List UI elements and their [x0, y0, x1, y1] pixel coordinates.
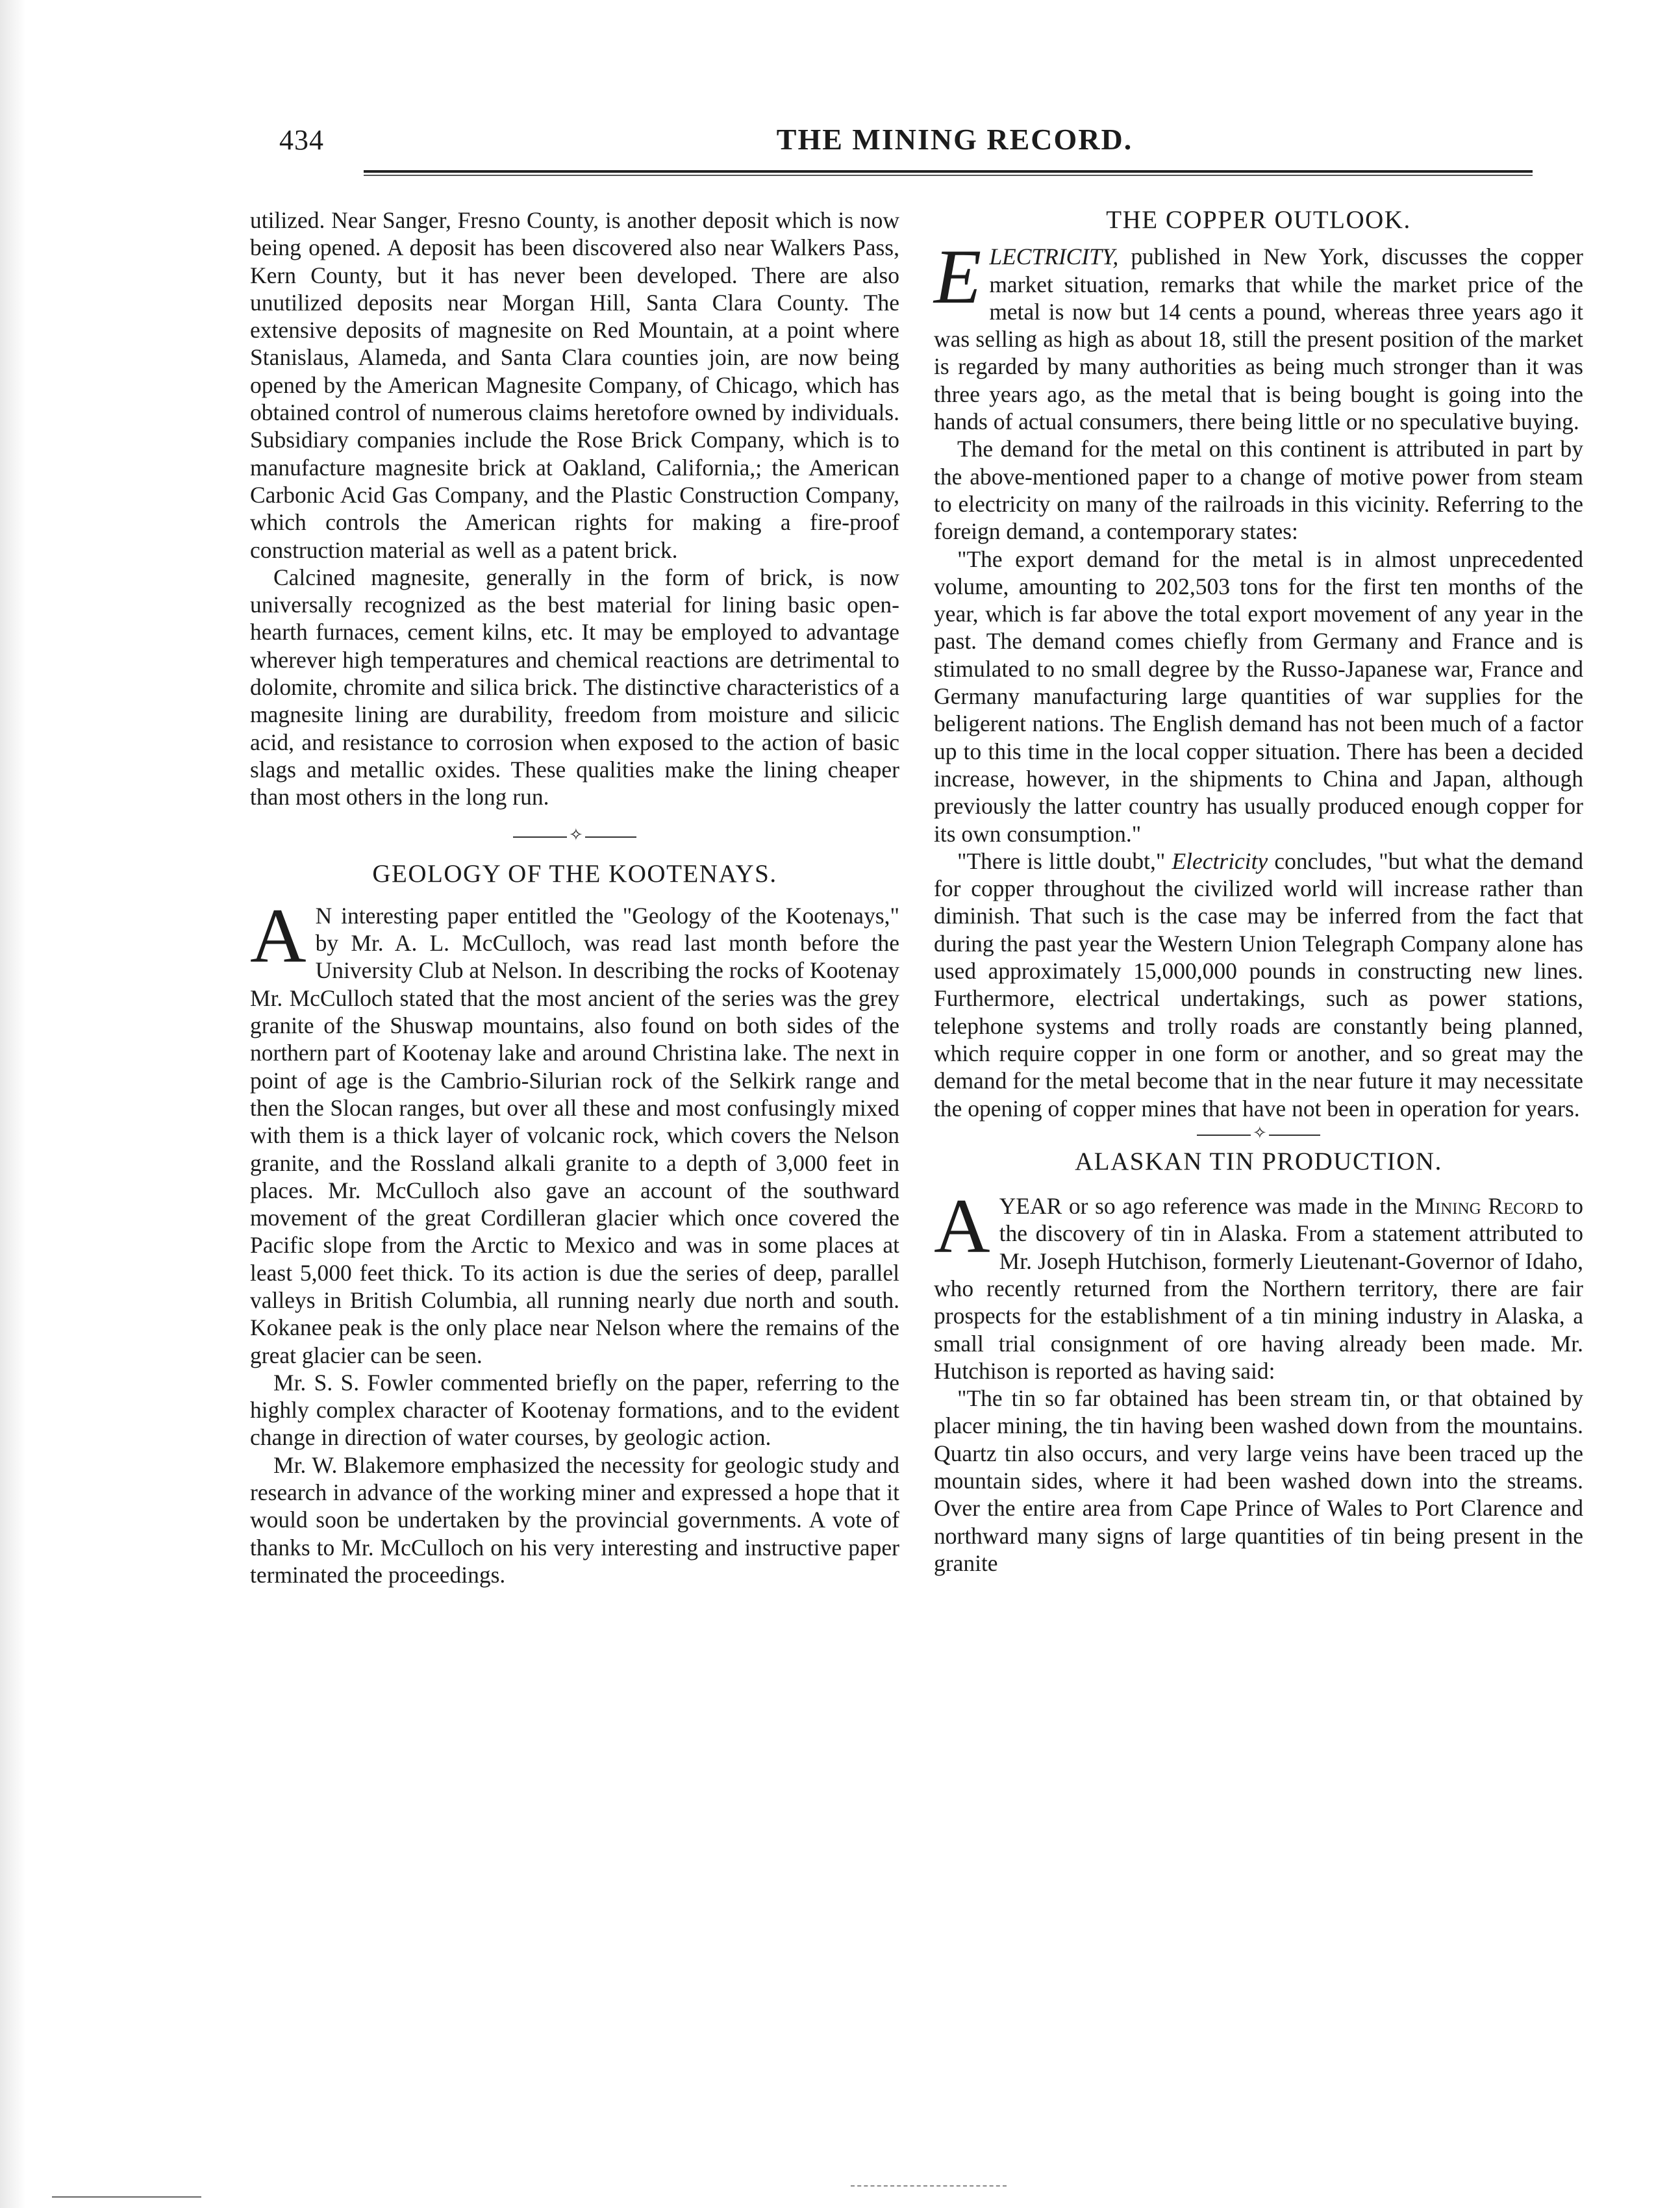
copper-lead-italic: LECTRICITY, [989, 244, 1119, 270]
section-divider-right [1197, 1123, 1320, 1142]
page-binding-edge [0, 0, 26, 2208]
copper-paragraph-1-text: published in New York, discusses the copper market situation, remarks that while the market price of the metal is now but 14 cents a pound, whereas three years ago it was selling as high as about 18, still the present position of the market is regarded by many authorities as being much stronger than it was three years ago, as the metal that is being bought is going into the hands of actual consumers, there being little or no speculative buying. [934, 244, 1583, 435]
geology-paragraph-1 [250, 892, 899, 1369]
mining-record-smallcaps: Mining Record [1414, 1193, 1559, 1220]
divider-ornament-icon-right: ✧ [1251, 1125, 1269, 1142]
copper-paragraph-1 [934, 233, 1583, 435]
alaskan-paragraph-2: "The tin so far obtained has been stream tin, or that obtained by placer mining, the tin having been washed down from the mountains. Quartz tin also occurs, and very large veins have been traced up the mountain sides, where it had been washed down into the streams. Over the entire area from Cape Prince of Wales to Port Clarence and northward many signs of large quantities of tin being present in the granite [934, 1385, 1583, 1576]
copper-paragraph-4 [934, 847, 1583, 1122]
alaskan-paragraph-1 [934, 1183, 1583, 1385]
geology-paragraph-3: Mr. W. Blakemore emphasized the necessity for geologic study and research in advance of the working miner and expressed a hope that it would soon be undertaken by the provincial governments. A vote of thanks to Mr. McCulloch on his very interesting and instructive paper terminated the proceedings. [250, 1451, 899, 1588]
copper-paragraph-3: "The export demand for the metal is in almost unprecedented volume, amounting to 202,503 tons for the first ten months of the year, which is far above the total export movement of any year in the past. The demand comes chiefly from Germany and France and is stimulated to no small degree by the Russo-Japanese war, France and Germany manufacturing large quantities of war supplies for the beligerent nations. The English demand has not been much of a factor up to this time in the local copper situation. There has been a decided increase, however, in the shipments to China and Japan, although previously the latter country has usually produced enough copper for its own consumption." [934, 546, 1583, 847]
magnesite-continuation-paragraph: utilized. Near Sanger, Fresno County, is another deposit which is now being opened. A deposit has been discovered also near Walkers Pass, Kern County, but it has never been developed. There are also unutilized deposits near Morgan Hill, Santa Clara County. The extensive deposits of magnesite on Red Mountain, at a point where Stanislaus, Alameda, and Santa Clara counties join, are now being opened by the American Magnesite Company, of Chicago, which has obtained control of numerous claims heretofore owned by individuals. Subsidiary companies include the Rose Brick Company, which is to manufacture magnesite brick at Oakland, California,; the American Carbonic Acid Gas Company, and the Plastic Construction Company, which controls the American rights for making a fire-proof construction material as well as a patent brick. [250, 207, 899, 563]
journal-title: THE MINING RECORD. [776, 123, 1133, 156]
divider-ornament-icon: ✧ [567, 827, 585, 844]
copper-paragraph-4-text: concludes, "but what the demand for copper throughout the civilized world will increase rather than diminish. That such is the case may be inferred from the fact that during the past year the Western Union Telegraph Company alone has used approximately 15,000,000 pounds in constructing new lines. Furthermore, electrical undertakings, such as power stations, telephone systems and trolly roads are constantly being planned, which require copper in one form or another, and so great may the demand for the metal become that in the near future it may necessitate the opening of copper mines that have not been in operation for years. [934, 847, 1583, 1122]
geology-dropcap: A [250, 892, 307, 979]
geology-paragraph-2: Mr. S. S. Fowler commented briefly on the paper, referring to the highly complex character of Kootenay formations, and to the evident change in direction of water courses, by geologic action. [250, 1369, 899, 1451]
bottom-left-rule [52, 2196, 201, 2198]
geology-article [250, 860, 899, 1589]
alaskan-paragraph-1-lead: YEAR or so ago reference was made in the [999, 1193, 1415, 1220]
copper-paragraph-4-lead: "There is little doubt," [957, 847, 1172, 874]
geology-paragraph-1-text: N interesting paper entitled the "Geology of the Kootenays," by Mr. A. L. McCulloch, was read last month before the University Club at Nelson. In describing the rocks of Kootenay Mr. McCulloch stated that the most ancient of the series was the grey granite of the Shuswap mountains, also found on both sides of the northern part of Kootenay lake and around Christina lake. The next in point of age is the Cambrio-Silurian rock of the Selkirk range and then the Slocan ranges, but over all these and most confusingly mixed with them is a thick layer of volcanic rock, which covers the Nelson granite, and the Rossland alkali granite to a depth of 3,000 feet in places. Mr. McCulloch also gave an account of the southward movement of the great Cordilleran glacier which once covered the Pacific slope from the Arctic to Mexico and was in some places at least 5,000 feet thick. To its action is due the series of deep, parallel valleys in British Columbia, all running nearly due north and south. Kokanee peak is the only place near Nelson where the remains of the great glacier can be seen. [250, 902, 899, 1368]
copper-paragraph-4-italic: Electricity [1172, 847, 1268, 874]
bottom-dashed-mark [851, 2185, 1007, 2187]
copper-paragraph-2: The demand for the metal on this continent is attributed in part by the above-mentioned paper to a change of motive power from steam to electricity on many of the railroads in this vicinity. Referring to the foreign demand, a contemporary states: [934, 436, 1583, 545]
page-number: 434 [279, 124, 324, 156]
calcined-magnesite-paragraph: Calcined magnesite, generally in the form of brick, is now universally recognized as the best material for lining basic open-hearth furnaces, cement kilns, etc. It may be employed to advantage wherever high temperatures and chemical reactions are detrimental to dolomite, chromite and silica brick. The distinctive characteristics of a magnesite lining are durability, freedom from moisture and silicic acid, and resistance to corrosion when exposed to the action of basic slags and metallic oxides. These qualities make the lining cheaper than most others in the long run. [250, 564, 899, 810]
geology-article-title: GEOLOGY OF THE KOOTENAYS. [372, 859, 777, 888]
alaskan-tin-article-title: ALASKAN TIN PRODUCTION. [1075, 1147, 1442, 1175]
left-column [250, 207, 899, 1588]
header-rule [364, 170, 1533, 176]
alaskan-dropcap: A [934, 1183, 990, 1270]
copper-article-title: THE COPPER OUTLOOK. [1106, 206, 1411, 234]
right-column [934, 207, 1583, 1577]
running-head [273, 117, 1636, 162]
section-divider [513, 825, 636, 844]
copper-dropcap: E [934, 233, 982, 320]
copper-article [934, 207, 1583, 1122]
alaskan-paragraph-1-text: to the discovery of tin in Alaska. From a statement attributed to Mr. Joseph Hutchison, formerly Lieutenant-Governor of Idaho, who recently returned from the Northern territory, there are fair prospects for the establishment of a tin mining industry in Alaska, a small trial consignment of ore having already been made. Mr. Hutchison is reported as having said: [934, 1193, 1583, 1384]
alaskan-tin-article [934, 1148, 1583, 1577]
